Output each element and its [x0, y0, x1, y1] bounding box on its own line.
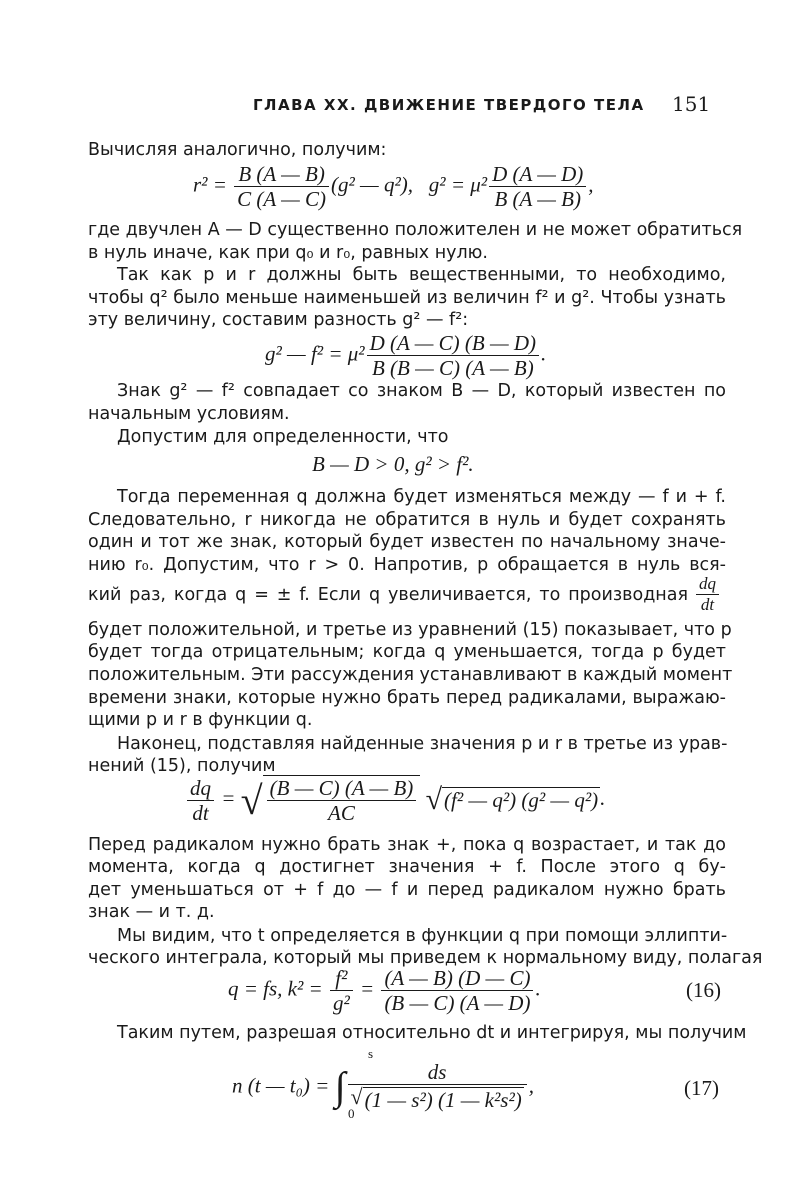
- text-line: Вычисляя аналогично, получим:: [88, 140, 387, 160]
- text-line: Наконец, подставляя найденные значения p и r в третье из урав-: [117, 734, 728, 754]
- text-line: положительным. Эти рассуждения устанавливают в каждый момент: [88, 665, 733, 685]
- text-line: щими p и r в функции q.: [88, 710, 313, 730]
- equation-r2-g2: r² = $\frac{B (A — B)}{C (A — C)}$ (g² — q²), g² = μ² $\frac{D (A — D)}{B (A — B)}$ ,: [193, 162, 594, 211]
- text-line: Перед радикалом нужно брать знак +, пока q возрастает, и так до: [88, 835, 726, 855]
- text-line: начальным условиям.: [88, 404, 290, 424]
- text-line: чтобы q² было меньше наименьшей из величин f² и g². Чтобы узнать: [88, 288, 726, 308]
- text-line: нений (15), получим: [88, 756, 276, 776]
- text-line: Знак g² — f² совпадает со знаком B — D, который известен по: [117, 381, 726, 401]
- text-line: эту величину, составим разность g² — f²:: [88, 310, 469, 330]
- equation-number-17: (17): [684, 1076, 719, 1100]
- equation-number-16: (16): [686, 978, 721, 1002]
- text-line: Таким путем, разрешая относительно dt и интегрируя, мы получим: [117, 1023, 747, 1043]
- text-line: дет уменьшаться от + f до — f и перед радикалом нужно брать: [88, 880, 726, 900]
- running-header: ГЛАВА XX. ДВИЖЕНИЕ ТВЕРДОГО ТЕЛА: [253, 96, 645, 114]
- text-line: кий раз, когда q = ± f. Если q увеличивается, то производная: [88, 585, 688, 605]
- text-line: Допустим для определенности, что: [117, 427, 449, 447]
- text-line: ческого интеграла, который мы приведем к нормальному виду, полагая: [88, 948, 763, 968]
- text-line: в нуль иначе, как при q₀ и r₀, равных нулю.: [88, 243, 488, 263]
- text-line: где двучлен A — D существенно положителен и не может обратиться: [88, 220, 743, 240]
- equation-17: n (t — t₀) = ∫ s 0 $\frac{ds}{\text{√(1 — s²) (1 — k²s²)}}$ ,: [232, 1046, 534, 1121]
- text-line: Так как p и r должны быть вещественными, то необходимо,: [117, 265, 726, 285]
- equation-dq-dt: $\frac{dq}{dt}$ = √ $\frac{(B — C) (A — B)}{AC}$ √(f² — q²) (g² — q²).: [185, 775, 605, 825]
- text-line: Мы видим, что t определяется в функции q при помощи эллипти-: [117, 926, 728, 946]
- text-line: Тогда переменная q должна будет изменяться между — f и + f.: [117, 487, 726, 507]
- equation-16: q = fs, k² = $\frac{\text{f²}}{\text{g²}}$ = $\frac{(A — B) (D — C)}{(B — C) (A — D)}$ .: [228, 966, 541, 1015]
- text-line: нию r₀. Допустим, что r > 0. Напротив, p обращается в нуль вся-: [88, 555, 726, 575]
- equation-g2-minus-f2: g² — f² = μ² $\frac{D (A — C) (B — D)}{B (B — C) (A — B)}$ .: [265, 331, 547, 380]
- integral-upper-limit: s: [368, 1046, 374, 1061]
- text-line: времени знаки, которые нужно брать перед радикалами, выражаю-: [88, 688, 726, 708]
- integral-lower-limit: 0: [348, 1106, 355, 1121]
- page-number: 151: [672, 92, 711, 116]
- inline-derivative-dq-dt: $\frac{dq}{dt}$: [694, 574, 721, 615]
- text-line: Следовательно, r никогда не обратится в нуль и будет сохранять: [88, 510, 726, 530]
- text-line: знак — и т. д.: [88, 902, 215, 922]
- equation-inequality: B — D > 0, g² > f².: [312, 452, 474, 476]
- text-line: момента, когда q достигнет значения + f. После этого q бу-: [88, 857, 726, 877]
- integral-sign: ∫: [334, 1063, 346, 1109]
- text-line: один и тот же знак, который будет известен по начальному значе-: [88, 532, 726, 552]
- text-line: будет положительной, и третье из уравнений (15) показывает, что p: [88, 620, 732, 640]
- text-line: будет тогда отрицательным; когда q уменьшается, тогда p будет: [88, 642, 726, 662]
